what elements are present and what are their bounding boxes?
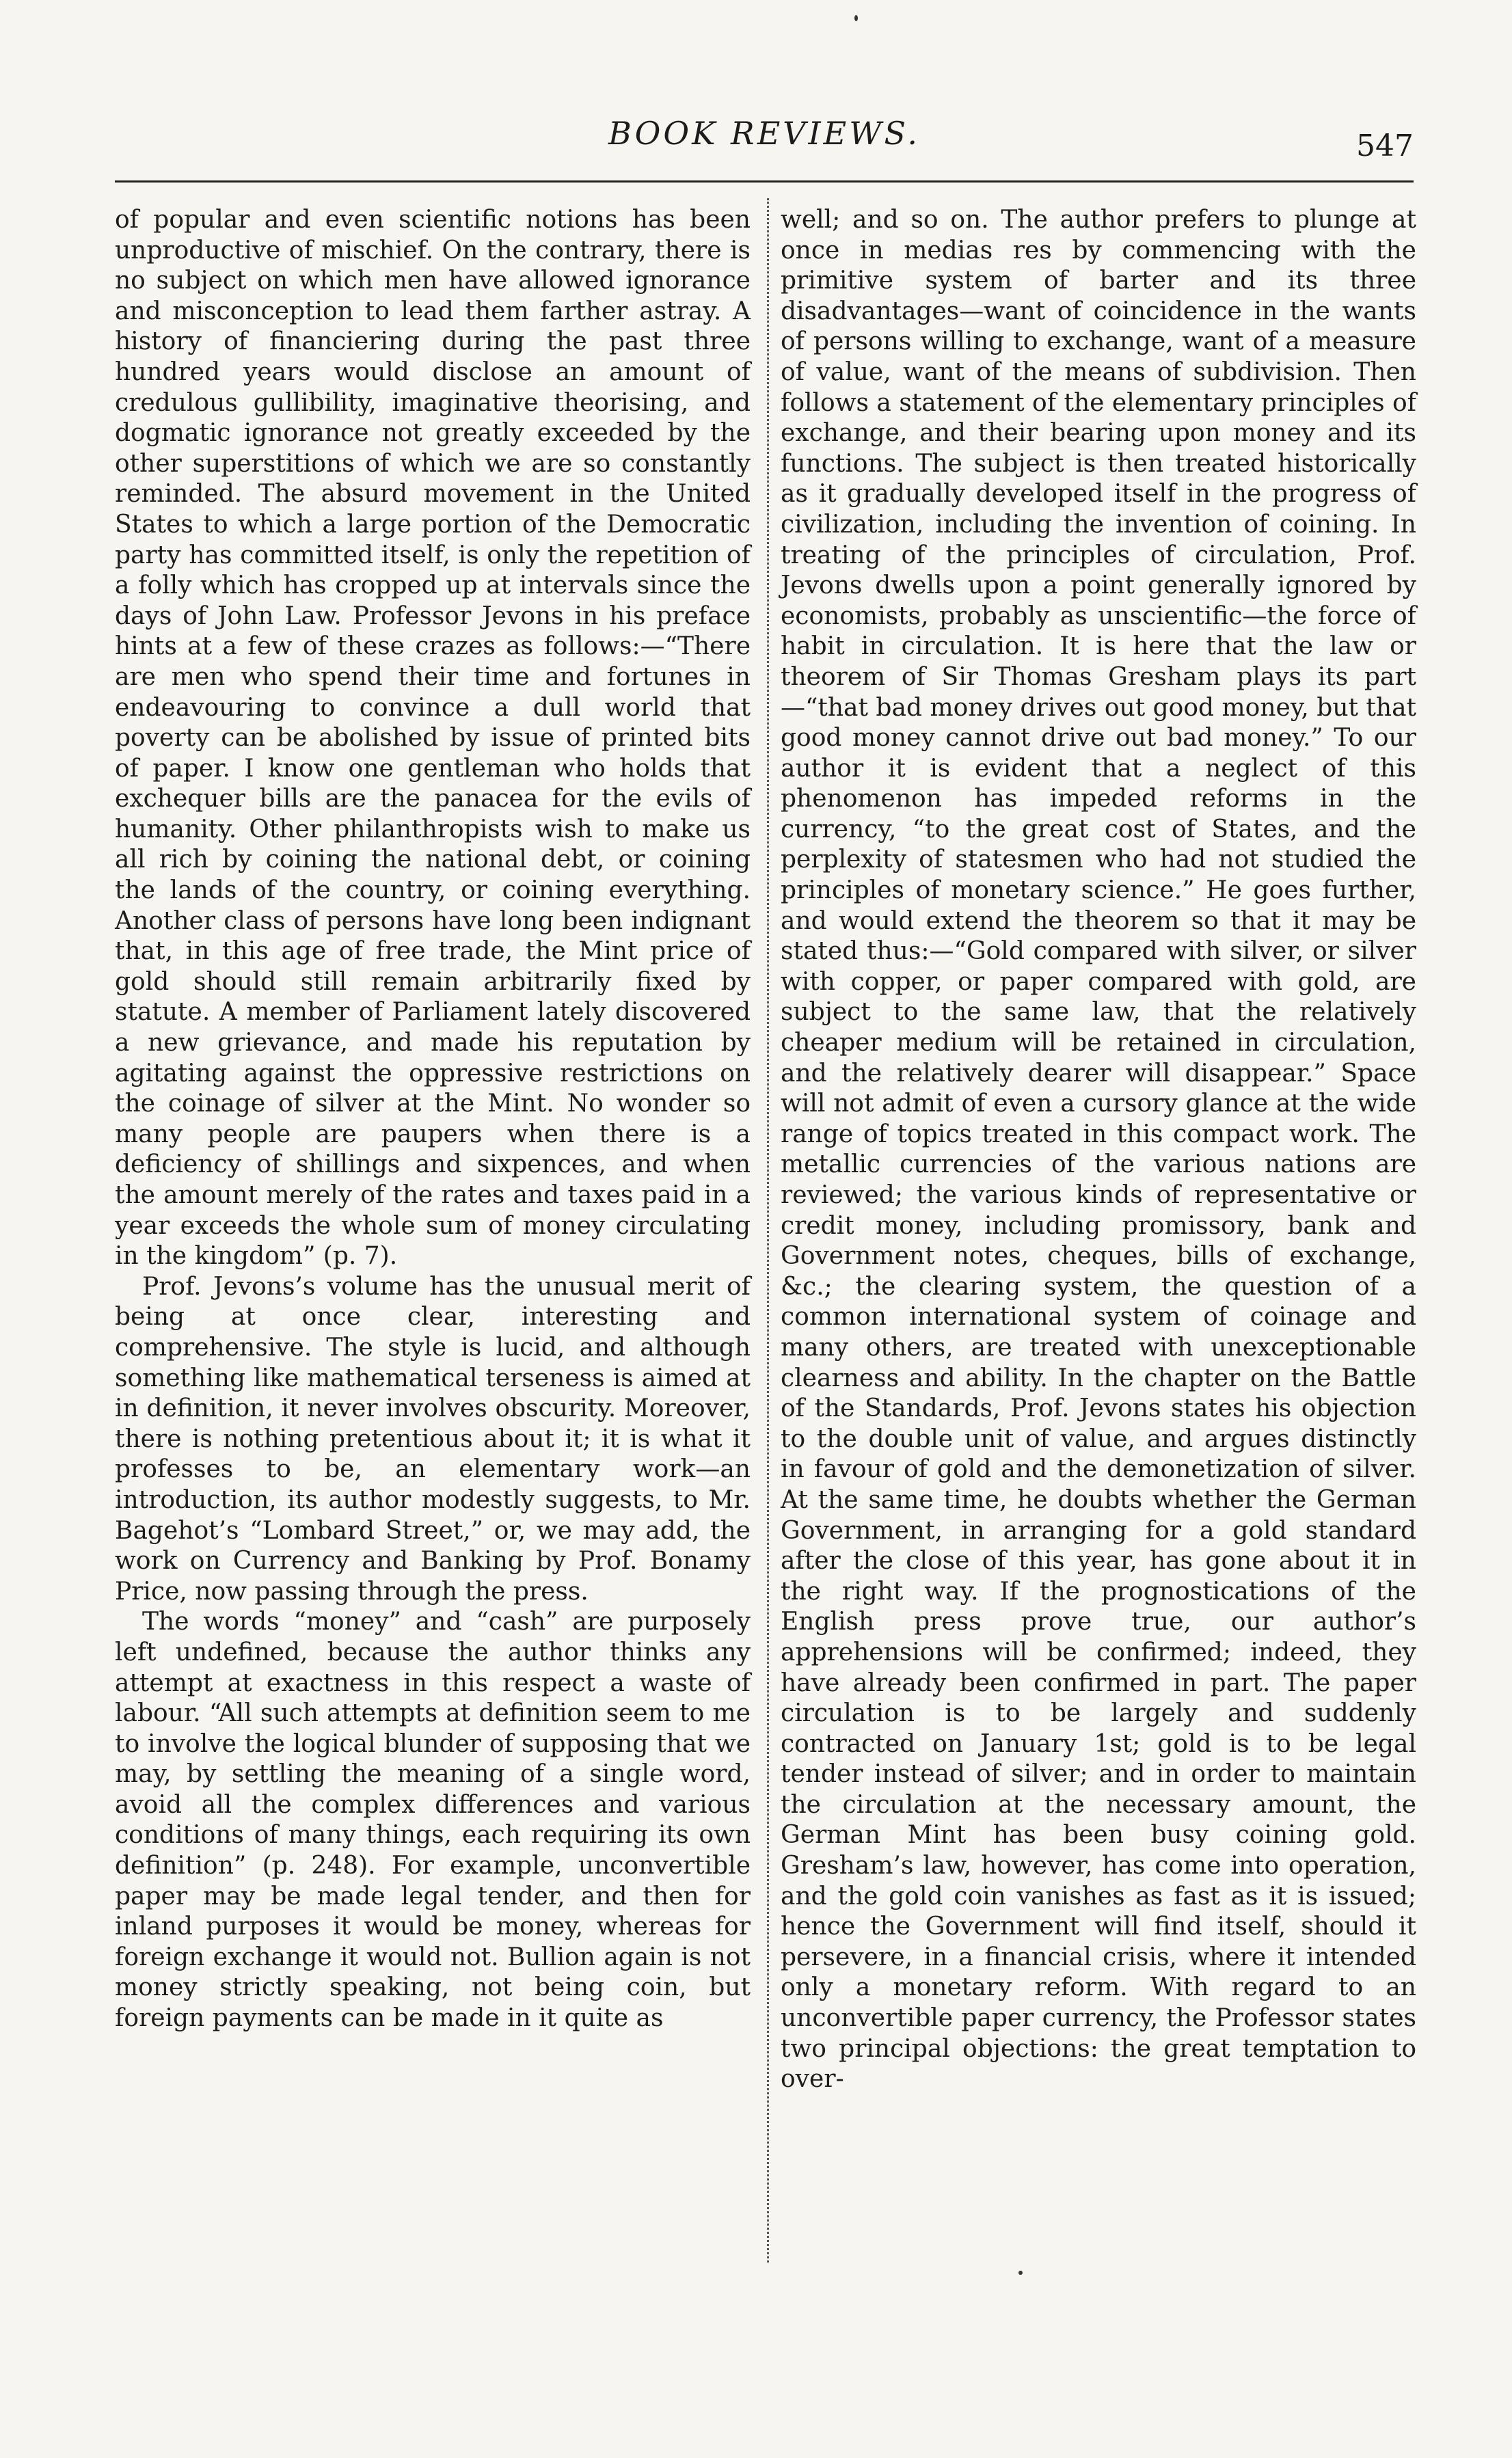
- running-head: BOOK REVIEWS.: [608, 115, 921, 152]
- column-divider: [767, 198, 769, 2263]
- page-header: [115, 115, 1414, 170]
- left-paragraph-3: The words “money” and “cash” are purposely left undefined, because the author thinks any attempt at exactness in this respect a waste of labour. “All such attempts at definition seem to me to involve the logical blunder of supposing that we may, by settling the meaning of a single word, avoid all the complex differences and various conditions of many things, each requiring its own definition” (p. 248). For example, unconvertible paper may be made legal tender, and then for inland purposes it would be money, whereas for foreign exchange it would not. Bullion again is not money strictly speaking, not being coin, but foreign payments can be made in it quite as: [115, 1608, 751, 2033]
- ink-speck-top: [854, 15, 858, 21]
- right-column: [781, 205, 1416, 2095]
- ink-speck-bottom: [1018, 2271, 1023, 2275]
- left-paragraph-2: Prof. Jevons’s volume has the unusual merit of being at once clear, interesting and comprehensive. The style is lucid, and although something like mathematical terseness is aimed at in definition, it never involves obscurity. Moreover, there is nothing pretentious about it; it is what it professes to be, an elementary work—an introduction, its author modestly suggests, to Mr. Bagehot’s “Lombard Street,” or, we may add, the work on Currency and Banking by Prof. Bonamy Price, now passing through the press.: [115, 1272, 751, 1606]
- header-rule: [115, 180, 1414, 183]
- page-number: 547: [1356, 129, 1414, 163]
- right-paragraph-1: well; and so on. The author prefers to plunge at once in medias res by commencing with the primitive system of barter and its three disadvantages—want of coincidence in the wants of persons willing to exchange, want of a measure of value, want of the means of subdivision. Then follows a statement of the elementary principles of exchange, and their bearing upon money and its functions. The subject is then treated historically as it gradually developed itself in the progress of civilization, including the invention of coining. In treating of the principles of circulation, Prof. Jevons dwells upon a point generally ignored by economists, probably as unscientific—the force of habit in circulation. It is here that the law or theorem of Sir Thomas Gresham plays its part—“that bad money drives out good money, but that good money cannot drive out bad money.” To our author it is evident that a neglect of this phenomenon has impeded reforms in the currency, “to the great cost of States, and the perplexity of statesmen who had not studied the principles of monetary science.” He goes further, and would extend the theorem so that it may be stated thus:—“Gold compared with silver, or silver with copper, or paper compared with gold, are subject to the same law, that the relatively cheaper medium will be retained in circulation, and the relatively dearer will disappear.” Space will not admit of even a cursory glance at the wide range of topics treated in this compact work. The metallic currencies of the various nations are reviewed; the various kinds of representative or credit money, including promissory, bank and Government notes, cheques, bills of exchange, &c.; the clearing system, the question of a common international system of coinage and many others, are treated with unexceptionable clearness and ability. In the chapter on the Battle of the Standards, Prof. Jevons states his objection to the double unit of value, and argues distinctly in favour of gold and the demonetization of silver. At the same time, he doubts whether the German Government, in arranging for a gold standard after the close of this year, has gone about it in the right way. If the prognostications of the English press prove true, our author’s apprehensions will be confirmed; indeed, they have already been confirmed in part. The paper circulation is to be largely and suddenly contracted on January 1st; gold is to be legal tender instead of silver; and in order to maintain the circulation at the necessary amount, the German Mint has been busy coining gold. Gresham’s law, however, has come into operation, and the gold coin vanishes as fast as it is issued; hence the Government will find itself, should it persevere, in a financial crisis, where it intended only a monetary reform. With regard to an unconvertible paper currency, the Professor states two principal objections: the great temptation to over-: [781, 206, 1416, 2094]
- left-paragraph-1: of popular and even scientific notions has been unproductive of mischief. On the contrary, there is no subject on which men have allowed ignorance and misconception to lead them farther astray. A history of financiering during the past three hundred years would disclose an amount of credulous gullibility, imaginative theorising, and dogmatic ignorance not greatly exceeded by the other superstitions of which we are so constantly reminded. The absurd movement in the United States to which a large portion of the Democratic party has committed itself, is only the repetition of a folly which has cropped up at intervals since the days of John Law. Professor Jevons in his preface hints at a few of these crazes as follows:—“There are men who spend their time and fortunes in endeavouring to convince a dull world that poverty can be abolished by issue of printed bits of paper. I know one gentleman who holds that exchequer bills are the panacea for the evils of humanity. Other philanthropists wish to make us all rich by coining the national debt, or coining the lands of the country, or coining everything. Another class of persons have long been indignant that, in this age of free trade, the Mint price of gold should still remain arbitrarily fixed by statute. A member of Parliament lately discovered a new grievance, and made his reputation by agitating against the oppressive restrictions on the coinage of silver at the Mint. No wonder so many people are paupers when there is a deficiency of shillings and sixpences, and when the amount merely of the rates and taxes paid in a year exceeds the whole sum of money circulating in the kingdom” (p. 7).: [115, 206, 751, 1271]
- left-column: [115, 205, 751, 2034]
